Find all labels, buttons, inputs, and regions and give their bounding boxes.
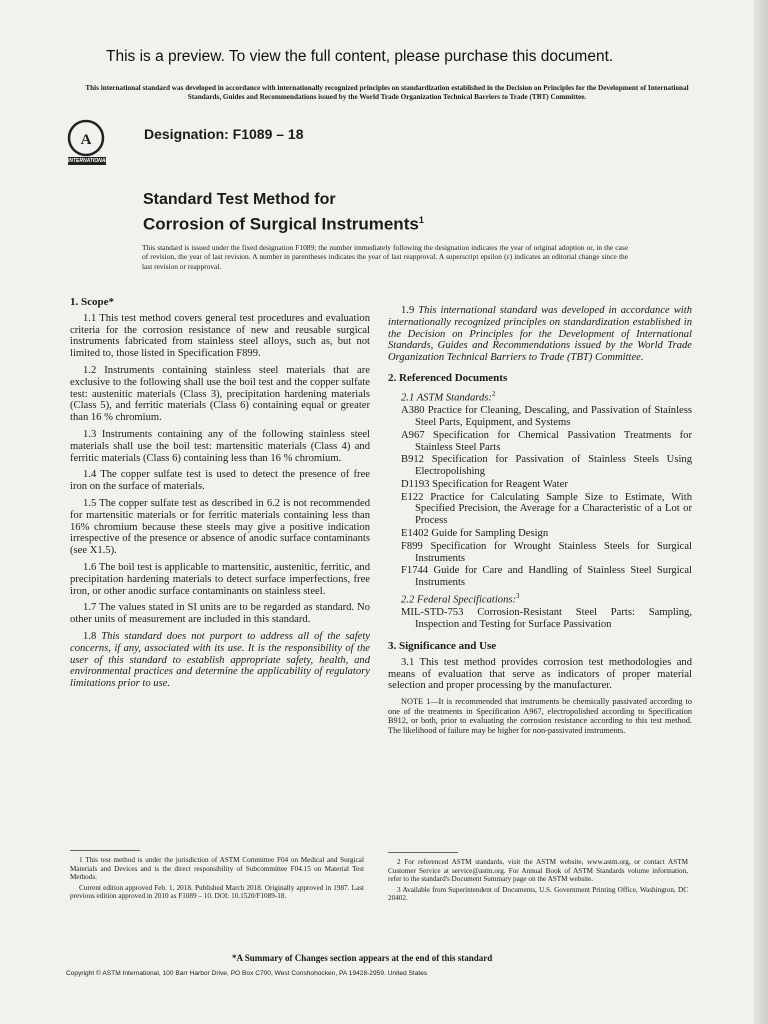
document-title xyxy=(143,190,563,235)
footnote-1: 1 This test method is under the jurisdiction of ASTM Committee F04 on Medical and Surgical Materials and Devices and is the direct responsibility of Subcommittee F04.15 on Material Test Methods. xyxy=(70,856,364,882)
note-1: NOTE 1—It is recommended that instruments be chemically passivated according to one of the treatments in Specification A967, electropolished according to Specification B912, or both, prior to evaluating the corrosion resistance according to this test method. The likelihood of failure may be higher for non-passivated instruments. xyxy=(388,697,692,735)
reference-item xyxy=(401,479,692,491)
title-line-1: Standard Test Method for xyxy=(143,191,336,208)
reference-item xyxy=(401,454,692,478)
title-footnote-marker: 1 xyxy=(418,215,424,225)
mil-std-reference xyxy=(401,607,692,631)
svg-text:A: A xyxy=(80,132,92,148)
federal-specs-text: 2.2 Federal Specifications: xyxy=(401,594,517,606)
footnotes-left xyxy=(70,856,364,903)
international-standard-note: This international standard was developed in accordance with internationally recognized principles on standardization established in the Decision on Principles for the Development of International Standards, Guides and Recommendations issued by the World Trade Organization Technical Barriers to Trade (TBT) Committee. xyxy=(85,84,689,101)
paragraph-3-1: 3.1 This test method provides corrosion test methodologies and means of evaluation that serve as indicators of proper material selection and proper processing by the manufacturer. xyxy=(388,656,692,692)
paragraph-1-8-text: This standard does not purport to address all of the safety concerns, if any, associated with its use. It is the responsibility of the user of this standard to establish appropriate safety, health, and environmental practices and determine the applicability of regulatory limitations prior to use. xyxy=(70,630,370,690)
reference-item xyxy=(401,430,692,454)
reference-code: D1193 xyxy=(401,478,430,490)
scope-heading: 1. Scope* xyxy=(70,296,114,308)
issued-note: This standard is issued under the fixed designation F1089; the number immediately following the designation indicates the year of original adoption or, in the case of revision, the year of last revision. A number in parentheses indicates the year of last reapproval. A superscript epsilon (ε) indicates an editorial change since the last revision or reapproval. xyxy=(142,243,628,271)
reference-code: E122 xyxy=(401,491,424,503)
logo-sub: INTERNATIONAL xyxy=(68,158,109,164)
referenced-documents-heading: 2. Referenced Documents xyxy=(388,371,508,384)
reference-title: Specification for Wrought Stainless Steels for Surgical Instruments xyxy=(415,540,692,564)
reference-code: A967 xyxy=(401,429,425,441)
page-edge-shadow xyxy=(754,0,768,1024)
mil-std-title: Corrosion-Resistant Steel Parts: Sampling, Inspection and Testing for Surface Passivation xyxy=(415,607,692,631)
reference-code: B912 xyxy=(401,454,424,466)
reference-item xyxy=(401,541,692,565)
paragraph-1-9-number: 1.9 xyxy=(401,305,415,316)
astm-standards-label xyxy=(388,389,692,404)
reference-title: Guide for Care and Handling of Stainless Steel Surgical Instruments xyxy=(415,565,693,589)
mil-std-code: MIL-STD-753 xyxy=(401,607,464,619)
footnote-3: 3 Available from Superintendent of Documents, U.S. Government Printing Office, Washington, DC 20402. xyxy=(388,885,688,903)
paragraph-1-2: 1.2 Instruments containing stainless steel materials that are exclusive to the following shall use the boil test and the copper sulfate test: austenitic materials (Class 3), precipitation hardening materials (Class 5), and ferritic materials (Class 6) containing equal or greater than 16 % chromium. xyxy=(70,364,370,424)
significance-heading: 3. Significance and Use xyxy=(388,639,497,652)
footnote-rule-left xyxy=(70,850,140,851)
footnote-1-edition: Current edition approved Feb. 1, 2018. Published March 2018. Originally approved in 1987. Last previous edition approved in 2010 as F1089 – 10. DOI: 10.1520/F1089-18. xyxy=(70,883,364,901)
reference-item xyxy=(401,565,692,589)
astm-standards-footnote-marker: 2 xyxy=(491,389,496,398)
reference-code: A380 xyxy=(401,405,425,417)
referenced-standards-list xyxy=(388,405,692,589)
federal-specs-label xyxy=(388,591,692,606)
reference-item xyxy=(401,405,692,429)
federal-specs-footnote-marker: 3 xyxy=(516,592,520,601)
title-line-2 xyxy=(143,210,563,235)
paragraph-1-7: 1.7 The values stated in SI units are to be regarded as standard. No other units of measurement are included in this standard. xyxy=(70,602,370,626)
left-column xyxy=(70,297,370,695)
paragraph-1-1: 1.1 This test method covers general test procedures and evaluation criteria for the corrosion resistance of new and reusable surgical instruments fabricated from stainless steel alloys, such as, but not limited to, those listed in Specification F899. xyxy=(70,312,370,360)
paragraph-1-8-number: 1.8 xyxy=(83,630,97,642)
preview-banner: This is a preview. To view the full content, please purchase this document. xyxy=(106,48,614,65)
title-line-2-text: Corrosion of Surgical Instruments xyxy=(143,214,419,234)
summary-of-changes-note: *A Summary of Changes section appears at the end of this standard xyxy=(232,953,493,963)
copyright-line: Copyright © ASTM International, 100 Barr Harbor Drive, PO Box C700, West Conshohocken, PA 19428-2959. United States xyxy=(66,970,428,977)
paragraph-1-6: 1.6 The boil test is applicable to martensitic, austenitic, ferritic, and precipitation hardening materials to detect surface imperfections, free iron, or other anodic surface contaminants on stainless steel. xyxy=(70,561,370,597)
astm-logo-icon xyxy=(64,112,134,170)
right-column xyxy=(388,305,692,741)
reference-code: E1402 xyxy=(401,528,429,540)
paragraph-1-3: 1.3 Instruments containing any of the following stainless steel materials shall use the boil test: martensitic materials (Class 4) and ferritic materials (Class 6) containing less than 16 % chromium. xyxy=(70,428,370,464)
reference-item xyxy=(401,528,692,540)
reference-code: F899 xyxy=(401,540,423,552)
reference-title: Guide for Sampling Design xyxy=(431,528,549,540)
footnote-rule-right xyxy=(388,852,458,853)
reference-title: Specification for Chemical Passivation Treatments for Stainless Steel Parts xyxy=(415,429,692,453)
paragraph-1-9 xyxy=(388,305,692,364)
reference-item xyxy=(401,492,692,527)
paragraph-1-9-text: This international standard was developed in accordance with internationally recognized principles on standardization established in the Decision on Principles for the Development of International Standards, Guides and Recommendations issued by the World Trade Organization Technical Barriers to Trade (TBT) Committee. xyxy=(388,305,692,364)
reference-code: F1744 xyxy=(401,565,429,577)
reference-title: Specification for Passivation of Stainless Steels Using Electropolishing xyxy=(415,454,692,478)
reference-title: Practice for Cleaning, Descaling, and Passivation of Stainless Steel Parts, Equipment, and Systems xyxy=(415,405,692,428)
designation: Designation: F1089 – 18 xyxy=(144,126,304,142)
reference-title: Specification for Reagent Water xyxy=(432,478,568,490)
reference-title: Practice for Calculating Sample Size to Estimate, With Specified Precision, the Average for a Characteristic of a Lot or Process xyxy=(415,491,692,527)
paragraph-1-5: 1.5 The copper sulfate test as described in 6.2 is not recommended for martensitic materials or for ferritic materials containing less than 16% chromium because these steels may give a positive indication irrespective of the presence or absence of anodic surface contaminants (see X1.5). xyxy=(70,497,370,557)
footnote-2: 2 For referenced ASTM standards, visit the ASTM website, www.astm.org, or contact ASTM Customer Service at service@astm.org. For Annual Book of ASTM Standards volume information, refer to the standard's Document Summary page on the ASTM website. xyxy=(388,858,688,884)
paragraph-1-8 xyxy=(70,631,370,690)
footnotes-right xyxy=(388,858,688,905)
paragraph-1-4: 1.4 The copper sulfate test is used to detect the presence of free iron on the surface of materials. xyxy=(70,469,370,493)
astm-standards-text: 2.1 ASTM Standards: xyxy=(401,392,492,404)
